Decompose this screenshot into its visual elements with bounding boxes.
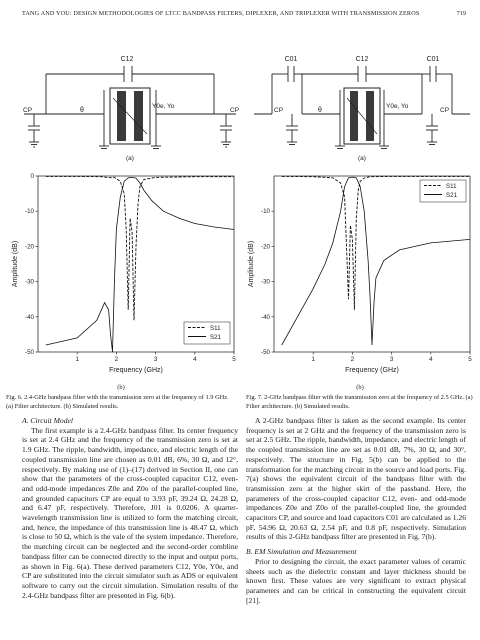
fig6-chart (4, 168, 240, 382)
legend-label: S11 (446, 182, 457, 190)
impedance-label: Y0e, Yo (386, 103, 409, 110)
fig6b-sublabel: (b) (117, 384, 125, 391)
y-tick-label: -50 (261, 349, 270, 356)
cp-right-label: CP (440, 107, 450, 114)
cp-right-label: CP (230, 107, 240, 114)
fig7b-sublabel: (b) (356, 384, 364, 391)
paragraph: A 2-GHz bandpass filter is taken as the second example. Its center frequency is set at 2 GHz and the frequency of the transmission zero is set at 2.5 GHz. The ripple, bandwidth, impedance, and electric length of the coupled transmission line are set as 0.01 dB, 7%, 30 Ω, and 30°, respectively. The structure in Fig. 5(b) can be applied to the transformation for the matching circuit in the source and load ports. Fig. 7(a) shows the equivalent circuit of the bandpass filter with the transmission zero at the higher skirt of the passband. Here, the parameters of the cross-coupled capacitor C12, even- and odd-mode impedances Z0e and Z0o of the parallel-coupled line, the grounded capacitors CP, and source and load capacitors C01 are calculated as 1.26 pF, 54.96 Ω, 20.63 Ω, 2.54 pF, and 0.8 pF, respectively. Simulation results of this 2-GHz bandpass filter are presented in Fig. 7(b). (246, 416, 466, 542)
cp-left-label: CP (274, 107, 284, 114)
plot-frame (274, 176, 470, 352)
fig7-caption (246, 384, 474, 411)
c01-right-label: C01 (426, 56, 440, 63)
x-tick-label: 5 (232, 356, 236, 363)
fig6a-sublabel: (a) (126, 155, 134, 162)
right-column (246, 416, 466, 605)
x-tick-label: 3 (389, 356, 394, 363)
impedance-label: Y0e, Yo (152, 103, 175, 110)
y-tick-label: -10 (25, 208, 34, 216)
y-tick-label: -30 (261, 278, 270, 286)
y-axis-label: Amplitude (dB) (12, 240, 19, 288)
left-column (22, 416, 238, 600)
x-tick-label: 3 (153, 356, 158, 363)
legend-label: S21 (446, 191, 458, 199)
x-tick-label: 4 (193, 356, 197, 363)
section-heading-a: A. Circuit Model (22, 416, 73, 425)
x-tick-label: 1 (75, 356, 79, 363)
x-tick-label: 2 (350, 356, 355, 363)
page-number: 719 (456, 10, 466, 17)
section-heading-b: B. EM Simulation and Measurement (246, 547, 357, 557)
fig7-caption-text: Fig. 7. 2-GHz bandpass filter with the transmission zero at the frequency of 2.5 GHz. (a) Filter architecture. (b) Simulated results. (246, 394, 473, 410)
y-tick-label: -10 (261, 208, 270, 216)
theta-label: θ (80, 107, 84, 114)
legend-box (420, 180, 466, 202)
y-axis-label: Amplitude (dB) (248, 240, 255, 288)
fig6-caption (6, 384, 236, 411)
running-header (22, 10, 466, 22)
c12-label: C12 (355, 56, 369, 63)
y-tick-label: -40 (25, 313, 34, 321)
x-axis-label: Frequency (GHz) (345, 367, 399, 374)
x-tick-label: 2 (114, 356, 119, 363)
series-line-s11 (46, 176, 234, 320)
fig7a-sublabel: (a) (358, 155, 366, 162)
legend-box (184, 322, 230, 344)
x-tick-label: 4 (429, 356, 433, 363)
c01-left-label: C01 (284, 56, 298, 63)
y-tick-label: -20 (25, 243, 34, 251)
c12-label: C12 (120, 56, 134, 63)
y-tick-label: 0 (30, 173, 34, 180)
fig6-schematic (20, 50, 240, 162)
fig7-chart (244, 168, 476, 382)
theta-label: θ (318, 107, 322, 114)
header-title: TANG AND YOU: DESIGN METHODOLOGIES OF LTCC BANDPASS FILTERS, DIPLEXER, AND TRIPLEXER WITH TRANSMISSION ZEROS (22, 10, 420, 17)
legend-label: S11 (210, 324, 221, 332)
legend-label: S21 (210, 333, 222, 341)
fig6-caption-text: Fig. 6. 2.4-GHz bandpass filter with the transmission zero at the frequency of 1.9 GHz. (a) Filter architecture. (b) Simulated results. (6, 394, 229, 410)
paragraph: Prior to designing the circuit, the exact parameter values of ceramic sheets such as the dielectric constant and layer thickness should be known first. These values are very significant to extract physical parameters and can be critical in constructing the equivalent circuit [21]. (246, 556, 466, 605)
y-tick-label: -50 (25, 349, 34, 356)
y-tick-label: -30 (25, 278, 34, 286)
x-tick-label: 5 (468, 356, 472, 363)
fig7-schematic (252, 50, 472, 162)
paragraph: The first example is a 2.4-GHz bandpass filter. Its center frequency is set at 2.4 GHz and the frequency of the transmission zero is set at 1.9 GHz. The ripple, bandwidth, impedance, and electric length of the coupled transmission line are chosen as 0.01 dB, 6%, 30 Ω, and 12°, respectively. By making use of (1)–(17) derived in Section II, one can show that the parameters of the cross-coupled capacitor C12, even- and odd-mode impedances Z0e and Z0o of the parallel-coupled line, and grounded capacitors CP are equal to 3.93 pF, 39.24 Ω, 24.28 Ω, and 6.47 pF, respectively. Therefore, J01 is 0.0206. A quarter-wavelength transmission line is utilized to form the matching circuit, and, hence, the impedance of this transmission line is 48.47 Ω, which is close to 50 Ω, which is the vale of the system impedance. Therefore, the matching circuit can be neglected and the second-order combline bandpass filter can be connected directly to the input and output ports, as shown in Fig. 6(a). These derived parameters C12, Y0e, Y0e, and CP are substituted into the circuit simulator such as ADS or equivalent software to carry out the circuit simulation. Simulation results of the 2.4-GHz bandpass filter are presented in Fig. 6(b). (22, 425, 238, 600)
x-axis-label: Frequency (GHz) (109, 367, 163, 374)
y-tick-label: -40 (261, 313, 270, 321)
y-tick-label: -20 (261, 243, 270, 251)
cp-left-label: CP (23, 107, 33, 114)
x-tick-label: 1 (311, 356, 315, 363)
